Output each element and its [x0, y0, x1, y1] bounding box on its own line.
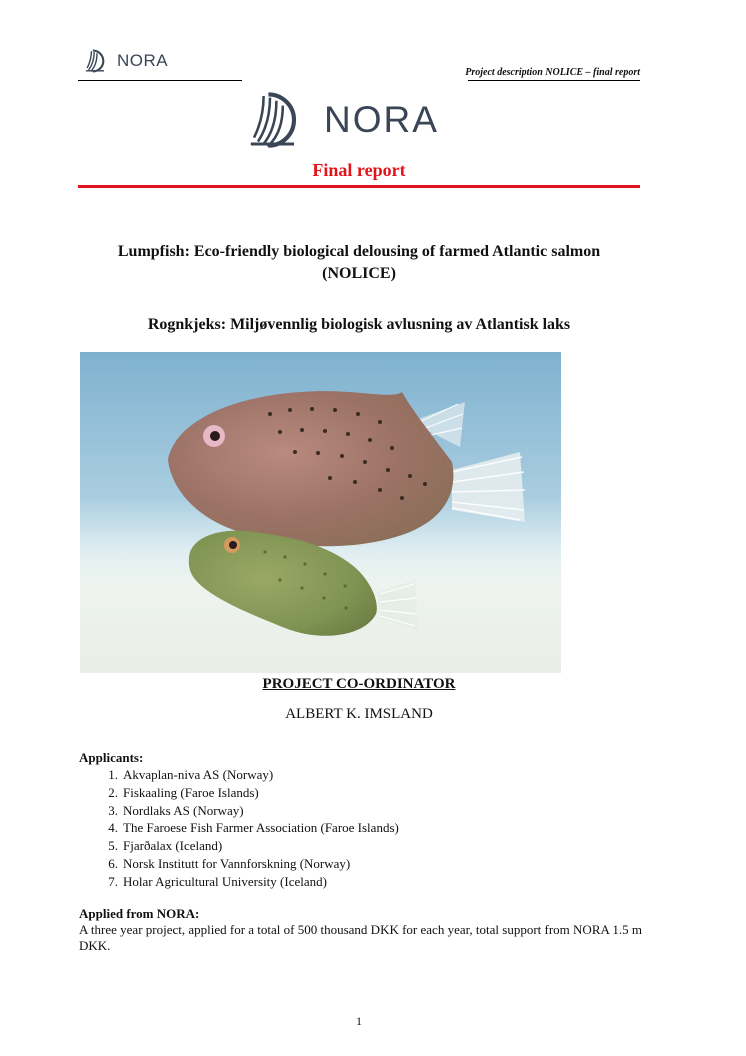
applicants-list [79, 766, 399, 891]
running-title: Project description NOLICE – final report [465, 67, 640, 78]
banner-logo [246, 88, 439, 152]
coordinator-heading: PROJECT CO-ORDINATOR [262, 676, 456, 692]
list-item: 4. The Faroese Fish Farmer Association (Faroe Islands) [108, 820, 399, 836]
lumpfish-photo [80, 352, 561, 673]
report-type-heading: Final report [312, 160, 406, 180]
list-item: 1. Akvaplan-niva AS (Norway) [108, 767, 274, 782]
header-rule-left [78, 80, 242, 81]
list-item: 7. Holar Agricultural University (Iceland) [108, 873, 327, 889]
norwegian-title: Rognkjeks: Miljøvennlig biologisk avlusning av Atlantisk laks [147, 316, 571, 333]
applicants-label: Applicants: [79, 750, 144, 765]
nora-logo-icon [83, 47, 111, 75]
applied-label: Applied from NORA: [79, 906, 200, 921]
english-title-line1: Lumpfish: Eco-friendly biological delousing of farmed Atlantic salmon [117, 243, 601, 260]
header-logo-text: NORA [117, 51, 169, 70]
red-divider [78, 185, 640, 188]
page-number: 1 [356, 1014, 362, 1028]
list-item: 6. Norsk Institutt for Vannforskning (Norway) [108, 855, 351, 871]
english-title-line2: (NOLICE) [322, 265, 396, 282]
header-logo [83, 47, 168, 75]
english-title [78, 241, 640, 285]
list-item: 2. Fiskaaling (Faroe Islands) [108, 784, 259, 800]
banner-logo-text: NORA [324, 99, 439, 140]
nora-logo-large-icon [246, 88, 310, 152]
applied-text: A three year project, applied for a total of 500 thousand DKK for each year, total support from NORA 1.5 m DKK. [79, 922, 643, 953]
list-item: 5. Fjarðalax (Iceland) [108, 838, 223, 854]
list-item: 3. Nordlaks AS (Norway) [108, 802, 244, 818]
coordinator-name: ALBERT K. IMSLAND [285, 706, 433, 722]
header-rule-right [468, 80, 640, 81]
